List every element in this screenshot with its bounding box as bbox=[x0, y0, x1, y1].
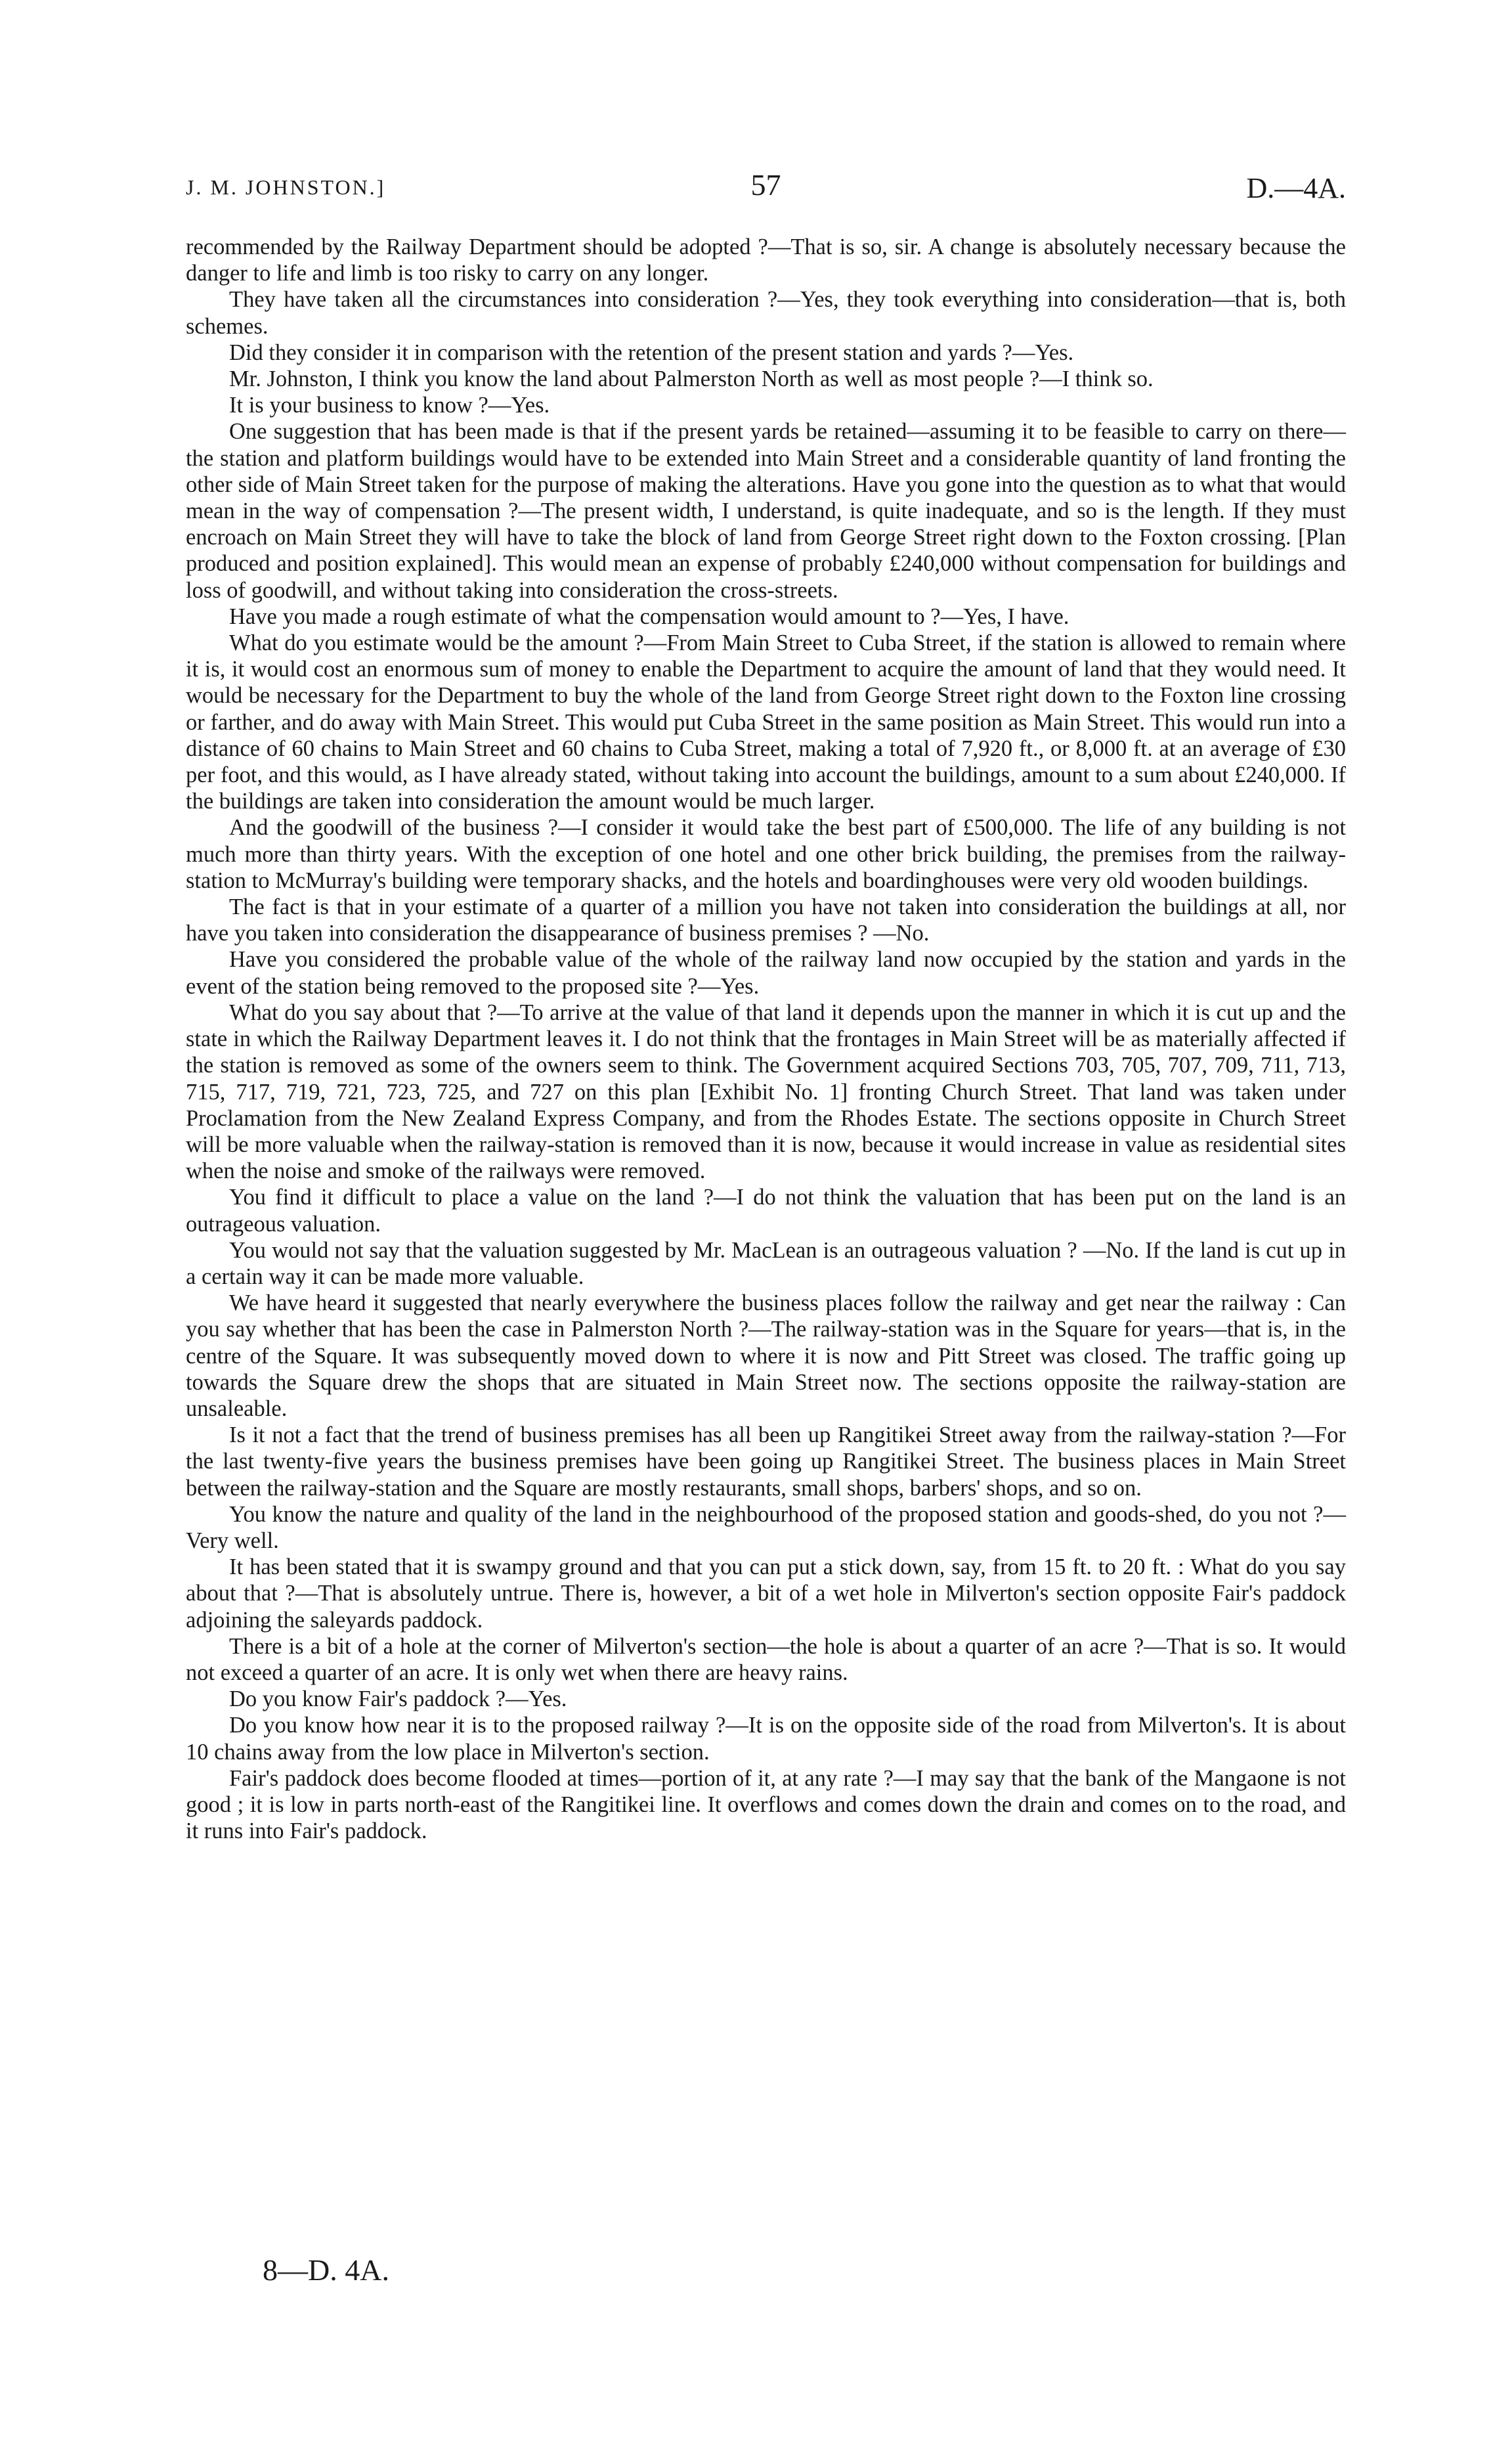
paragraph: Did they consider it in comparison with the retention of the present station and yards ?—Yes. bbox=[229, 340, 1074, 365]
paragraph: What do you say about that ?—To arrive at the value of that land it depends upon the manner in which it is cut up and the state in which the Railway Department leaves it. I do not think that the frontages in Main Street will be as materially affected if the station is removed as some of the owners seem to think. The Government acquired Sections 703, 705, 707, 709, 711, 713, 715, 717, 719, 721, 723, 725, and 727 on this plan [Exhibit No. 1] fronting Church Street. That land was taken under Proclamation from the New Zealand Express Company, and from the Rhodes Estate. The sections opposite in Church Street will be more valuable when the railway-station is removed than it is now, because it would increase in value as residential sites when the noise and smoke of the railways were removed. bbox=[186, 1000, 1346, 1184]
witness-name: J. M. JOHNSTON.] bbox=[186, 175, 386, 199]
page-header bbox=[186, 167, 1346, 213]
paragraph: You know the nature and quality of the land in the neighbourhood of the proposed station and goods-shed, do you not ?—Very well. bbox=[186, 1501, 1346, 1553]
paragraph: recommended by the Railway Department should be adopted ?—That is so, sir. A change is absolutely necessary because the danger to life and limb is too risky to carry on any longer. bbox=[186, 234, 1346, 286]
page-number: 57 bbox=[750, 168, 781, 202]
paragraph: You would not say that the valuation suggested by Mr. MacLean is an outrageous valuation ? —No. If the land is cut up in a certain way it can be made more valuable. bbox=[186, 1237, 1346, 1289]
paragraph: Mr. Johnston, I think you know the land about Palmerston North as well as most people ?—I think so. bbox=[229, 366, 1154, 392]
paragraph: Is it not a fact that the trend of business premises has all been up Rangitikei Street away from the railway-station ?—For the last twenty-five years the business premises have been going up Rangitikei Street. The business places in Main Street between the railway-station and the Square are mostly restaurants, small shops, barbers' shops, and so on. bbox=[186, 1422, 1346, 1501]
paragraph: What do you estimate would be the amount ?—From Main Street to Cuba Street, if the station is allowed to remain where it is, it would cost an enormous sum of money to enable the Department to acquire the amount of land that they would need. It would be necessary for the Department to buy the whole of the land from George Street right down to the Foxton line crossing or farther, and do away with Main Street. This would put Cuba Street in the same position as Main Street. This would run into a distance of 60 chains to Main Street and 60 chains to Cuba Street, making a total of 7,920 ft., or 8,000 ft. at an average of £30 per foot, and this would, as I have already stated, without taking into account the buildings, amount to a sum about £240,000. If the buildings are taken into consideration the amount would be much larger. bbox=[186, 630, 1346, 814]
paragraph: One suggestion that has been made is that if the present yards be retained—assuming it to be feasible to carry on there—the station and platform buildings would have to be extended into Main Street and a considerable quantity of land fronting the other side of Main Street taken for the purpose of making the alterations. Have you gone into the question as to what that would mean in the way of compensation ?—The present width, I understand, is quite inadequate, and so is the length. If they must encroach on Main Street they will have to take the block of land from George Street right down to the Foxton crossing. [Plan produced and position explained]. This would mean an expense of probably £240,000 without compensation for buildings and loss of goodwill, and without taking into consideration the cross-streets. bbox=[186, 419, 1346, 603]
paragraph: They have taken all the circumstances into consideration ?—Yes, they took everything into consideration—that is, both schemes. bbox=[186, 287, 1346, 339]
paragraph: We have heard it suggested that nearly everywhere the business places follow the railway and get near the railway : Can you say whether that has been the case in Palmerston North ?—The railway-station was in the Square for years—that is, in the centre of the Square. It was subsequently moved down to where it is now and Pitt Street was closed. The traffic going up towards the Square drew the shops that are situated in Main Street now. The sections opposite the railway-station are unsaleable. bbox=[186, 1290, 1346, 1421]
paragraph: Have you considered the probable value of the whole of the railway land now occupied by the station and yards in the event of the station being removed to the proposed site ?—Yes. bbox=[186, 947, 1346, 999]
paragraph: It has been stated that it is swampy ground and that you can put a stick down, say, from 15 ft. to 20 ft. : What do you say about that ?—That is absolutely untrue. There is, however, a bit of a wet hole in Milverton's section opposite Fair's paddock adjoining the saleyards paddock. bbox=[186, 1554, 1346, 1633]
paragraph: Do you know Fair's paddock ?—Yes. bbox=[229, 1686, 567, 1712]
paragraph: And the goodwill of the business ?—I consider it would take the best part of £500,000. The life of any building is not much more than thirty years. With the exception of one hotel and one other brick building, the premises from the railway-station to McMurray's building were temporary shacks, and the hotels and boardinghouses were very old wooden buildings. bbox=[186, 815, 1346, 893]
paragraph: The fact is that in your estimate of a quarter of a million you have not taken into consideration the buildings at all, nor have you taken into consideration the disappearance of business premises ? —No. bbox=[186, 894, 1346, 946]
document-reference: D.—4A. bbox=[1246, 172, 1346, 204]
paragraph: Have you made a rough estimate of what the compensation would amount to ?—Yes, I have. bbox=[229, 604, 1069, 629]
paragraph: You find it difficult to place a value on the land ?—I do not think the valuation that has been put on the land is an outrageous valuation. bbox=[186, 1185, 1346, 1237]
testimony-body bbox=[186, 234, 1346, 1844]
paragraph: Fair's paddock does become flooded at times—portion of it, at any rate ?—I may say that the bank of the Mangaone is not good ; it is low in parts north-east of the Rangitikei line. It overflows and comes down the drain and comes on to the road, and it runs into Fair's paddock. bbox=[186, 1765, 1346, 1844]
paragraph: Do you know how near it is to the proposed railway ?—It is on the opposite side of the road from Milverton's. It is about 10 chains away from the low place in Milverton's section. bbox=[186, 1713, 1346, 1765]
signature-mark: 8—D. 4A. bbox=[263, 2253, 389, 2287]
paragraph: It is your business to know ?—Yes. bbox=[229, 393, 550, 418]
paragraph: There is a bit of a hole at the corner of Milverton's section—the hole is about a quarter of an acre ?—That is so. It would not exceed a quarter of an acre. It is only wet when there are heavy rains. bbox=[186, 1633, 1346, 1685]
